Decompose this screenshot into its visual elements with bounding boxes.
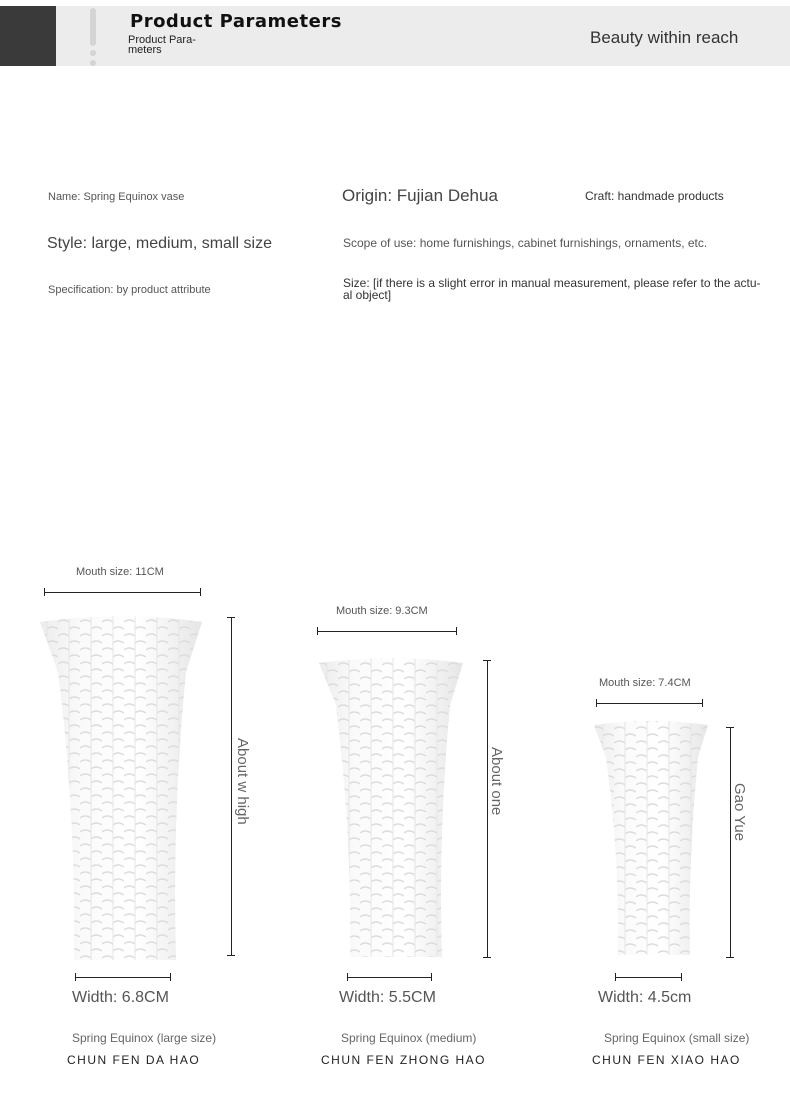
page-subtitle: Product Para- meters (128, 34, 196, 56)
vase-large-pinyin: CHUN FEN DA HAO (67, 1053, 201, 1067)
dimension-tick (483, 660, 491, 661)
dimension-tick (317, 627, 318, 635)
vase-medium-width-label: Width: 5.5CM (339, 989, 436, 1006)
param-size: Size: [if there is a slight error in manual measurement, please refer to the actu- al object] (343, 276, 761, 302)
dimension-tick (726, 957, 734, 958)
vase-small-width-dimension-line (615, 977, 681, 978)
vase-small-mouth-dimension-line (596, 703, 702, 704)
param-origin: Origin: Fujian Dehua (342, 186, 498, 205)
header-divider-dot (90, 60, 96, 66)
header-divider-dot (90, 50, 96, 56)
dimension-tick (483, 957, 491, 958)
vase-small-mouth-size: Mouth size: 7.4CM (599, 677, 691, 689)
vase-medium-mouth-dimension-line (317, 631, 456, 632)
dimension-tick (596, 699, 597, 707)
vase-small-height-dimension-line (730, 727, 731, 958)
vase-large-height-dimension-line (231, 617, 232, 956)
param-craft: Craft: handmade products (585, 189, 724, 203)
param-specification: Specification: by product attribute (48, 284, 211, 296)
header-divider-bar (90, 8, 96, 46)
vase-medium-image (316, 655, 466, 961)
vase-large-mouth-size: Mouth size: 11CM (76, 566, 164, 578)
vase-large-width-dimension-line (75, 977, 170, 978)
dimension-tick (702, 699, 703, 707)
vase-small-name: Spring Equinox (small size) (604, 1031, 750, 1045)
param-scope: Scope of use: home furnishings, cabinet furnishings, ornaments, etc. (343, 236, 708, 250)
dimension-tick (75, 973, 76, 981)
vase-large-name: Spring Equinox (large size) (72, 1031, 217, 1045)
vase-small-width-label: Width: 4.5cm (598, 989, 692, 1006)
vase-large-width-label: Width: 6.8CM (72, 989, 169, 1006)
vase-small-height-label: Gao Yue (731, 783, 748, 842)
dimension-tick (681, 973, 682, 981)
vase-medium-mouth-size: Mouth size: 9.3CM (336, 605, 428, 617)
param-style: Style: large, medium, small size (47, 235, 272, 252)
vase-medium-pinyin: CHUN FEN ZHONG HAO (321, 1053, 486, 1067)
dimension-tick (431, 973, 432, 981)
header-band (0, 6, 790, 66)
vase-large-image (36, 612, 206, 964)
dimension-tick (615, 973, 616, 981)
vase-large-mouth-dimension-line (44, 592, 200, 593)
vase-small-image (592, 719, 710, 959)
param-name: Name: Spring Equinox vase (48, 191, 185, 203)
vase-medium-height-label: About one (488, 747, 505, 816)
dimension-tick (200, 588, 201, 596)
dimension-tick (347, 973, 348, 981)
dimension-tick (456, 627, 457, 635)
dimension-tick (227, 617, 235, 618)
dimension-tick (170, 973, 171, 981)
vase-small-pinyin: CHUN FEN XIAO HAO (592, 1053, 741, 1067)
vase-medium-width-dimension-line (347, 977, 431, 978)
dimension-tick (726, 727, 734, 728)
vase-medium-name: Spring Equinox (medium) (341, 1031, 477, 1045)
header-dark-block (0, 6, 56, 66)
dimension-tick (227, 955, 235, 956)
dimension-tick (44, 588, 45, 596)
vase-large-height-label: About w high (234, 738, 251, 825)
page-title: Product Parameters (130, 11, 342, 32)
header-slogan: Beauty within reach (590, 28, 739, 47)
